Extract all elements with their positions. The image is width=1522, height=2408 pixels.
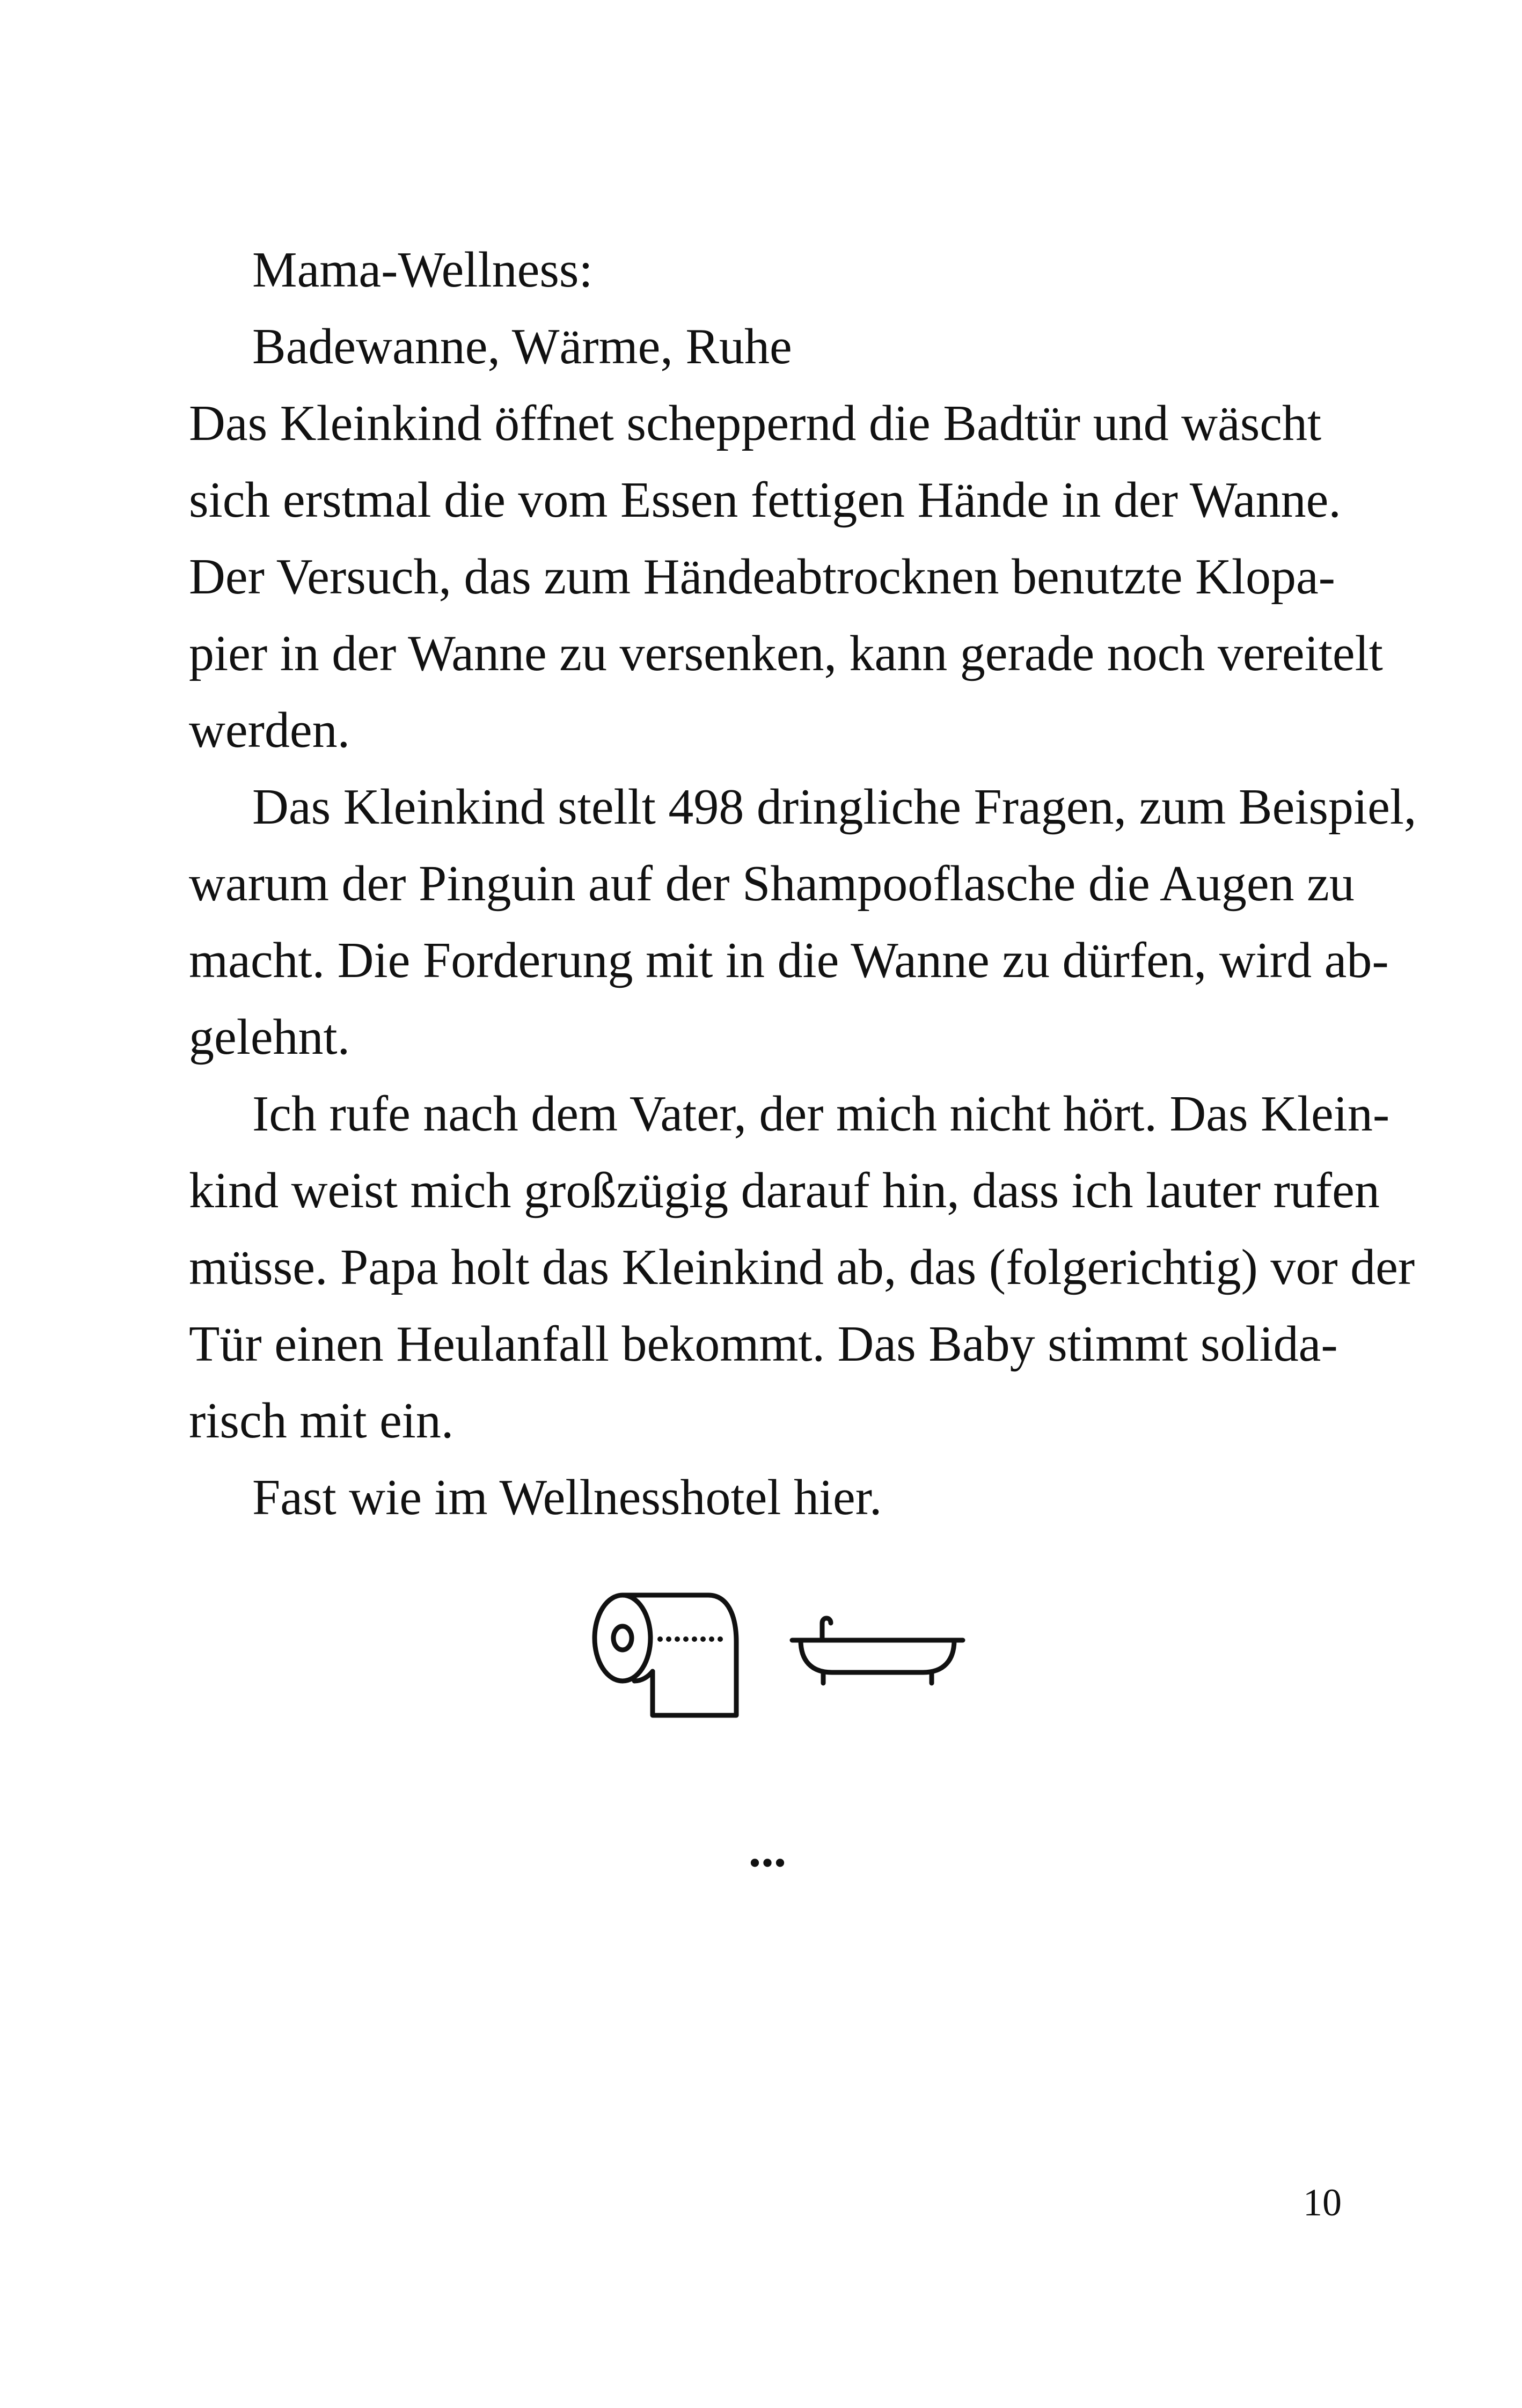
text-line: warum der Pinguin auf der Shampooflasche die Augen zu <box>189 856 1355 912</box>
text-line: werden. <box>189 702 350 758</box>
paragraph-4 <box>189 1459 1305 1536</box>
text-line: risch mit ein. <box>189 1393 454 1449</box>
bathtub-icon <box>789 1612 966 1687</box>
text-line: Das Kleinkind öffnet scheppernd die Badtür und wäscht <box>189 395 1322 451</box>
text-line: müsse. Papa holt das Kleinkind ab, das (folgerichtig) vor der <box>189 1239 1415 1295</box>
paragraph-1 <box>189 385 1383 769</box>
text-line: Tür einen Heulanfall bekommt. Das Baby stimmt solida- <box>189 1316 1338 1372</box>
paragraph-3 <box>189 1076 1415 1459</box>
text-line: gelehnt. <box>189 1009 350 1065</box>
heading-line-1: Mama-Wellness: <box>252 242 593 298</box>
paragraph-2 <box>189 769 1417 1076</box>
page-number: 10 <box>1303 2181 1342 2224</box>
text-line: Fast wie im Wellnesshotel hier. <box>252 1470 882 1525</box>
text-line: kind weist mich großzügig darauf hin, dass ich lauter rufen <box>189 1163 1380 1218</box>
text-line: macht. Die Forderung mit in die Wanne zu dürfen, wird ab- <box>189 933 1389 988</box>
decorative-icons <box>590 1591 966 1730</box>
text-line: Ich rufe nach dem Vater, der mich nicht hört. Das Klein- <box>252 1086 1390 1142</box>
text-line: Das Kleinkind stellt 498 dringliche Fragen, zum Beispiel, <box>252 779 1417 835</box>
toilet-paper-roll-icon <box>590 1591 749 1720</box>
text-line: sich erstmal die vom Essen fettigen Hände in der Wanne. <box>189 472 1341 528</box>
heading-line-2: Badewanne, Wärme, Ruhe <box>252 319 792 375</box>
text-line: pier in der Wanne zu versenken, kann gerade noch vereitelt <box>189 626 1383 681</box>
body-text <box>189 232 1417 1536</box>
section-separator: ... <box>748 1822 787 1877</box>
text-line: Der Versuch, das zum Händeabtrocknen benutzte Klopa- <box>189 549 1335 605</box>
